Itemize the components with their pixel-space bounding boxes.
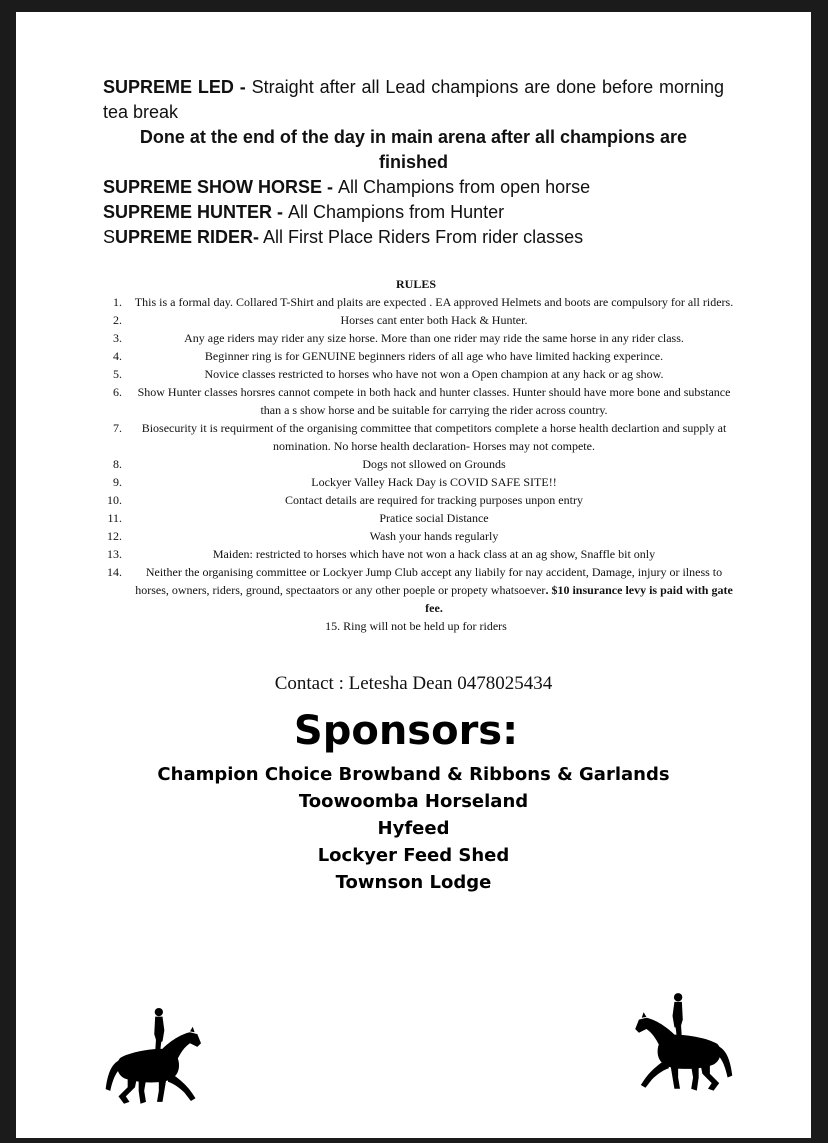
rule-text: Novice classes restricted to horses who have not won a Open champion at any hack or ag show. bbox=[204, 367, 664, 381]
supreme-hunter-text: All Champions from Hunter bbox=[288, 202, 505, 222]
rule-item bbox=[92, 383, 740, 419]
rule-number: 12. bbox=[107, 529, 122, 543]
document-page bbox=[16, 12, 811, 1138]
rules-title: RULES bbox=[395, 277, 436, 291]
rule-text: Dogs not sllowed on Grounds bbox=[362, 457, 506, 471]
rule-number: 10. bbox=[107, 493, 122, 507]
sponsor-item: Toowoomba Horseland bbox=[298, 791, 529, 812]
rule-item bbox=[92, 527, 740, 545]
rule-number: 8. bbox=[113, 457, 122, 471]
rule-text: Biosecurity it is requirment of the organising committee that competitors complete a horse health declartion and supply at nomination. No horse health declaration- Horses may not compete. bbox=[141, 421, 727, 453]
sponsor-item: Hyfeed bbox=[377, 818, 450, 839]
rule-text: Any age riders may rider any size horse. More than one rider may ride the same horse in any rider class. bbox=[184, 331, 684, 345]
rule-text: Contact details are required for tracking purposes unpon entry bbox=[285, 493, 583, 507]
rule-item bbox=[92, 491, 740, 509]
rule-text-main: Neither the organising committee or Lockyer Jump Club accept any liabily for nay accident, Damage, injury or ilness to horses, owners, riders, ground, spectaators or any other poeple or propety whatsoever bbox=[135, 565, 723, 597]
sponsor-item: Champion Choice Browband & Ribbons & Garlands bbox=[157, 764, 670, 785]
rule-text: This is a formal day. Collared T-Shirt and plaits are expected . EA approved Helmets and boots are compulsory for all riders. bbox=[134, 295, 734, 309]
dressage-horse-rider-silhouette-icon bbox=[624, 987, 736, 1099]
rule-text: Horses cant enter both Hack & Hunter. bbox=[340, 313, 528, 327]
supreme-hunter-line bbox=[103, 200, 724, 225]
rule-number: 13. bbox=[107, 547, 122, 561]
supreme-rider-line bbox=[103, 225, 724, 250]
supreme-show-horse-text: All Champions from open horse bbox=[338, 177, 591, 197]
rule-item bbox=[92, 365, 740, 383]
rule-number: 1. bbox=[113, 295, 122, 309]
rule-item bbox=[92, 347, 740, 365]
rule-item bbox=[92, 563, 740, 617]
rule-number: 2. bbox=[113, 313, 122, 327]
rule-number: 7. bbox=[113, 421, 122, 435]
supreme-rider-label-first: S bbox=[103, 227, 116, 247]
supreme-show-horse-line bbox=[103, 175, 724, 200]
rule-text: Show Hunter classes horsres cannot compete in both hack and hunter classes. Hunter should have more bone and substance than a s show horse and be suitable for carrying the rider across country. bbox=[137, 385, 731, 417]
rule-text: Beginner ring is for GENUINE beginners riders of all age who have limited hacking experince. bbox=[204, 349, 664, 363]
rule-number: 11. bbox=[107, 511, 122, 525]
rule-number: 9. bbox=[113, 475, 122, 489]
supreme-rider-label: UPREME RIDER- bbox=[115, 227, 260, 247]
supreme-hunter-label: SUPREME HUNTER - bbox=[103, 202, 289, 222]
supreme-awards bbox=[103, 75, 724, 250]
rule-item bbox=[92, 293, 740, 311]
supreme-led-label: SUPREME LED - bbox=[103, 77, 252, 97]
rule-number: 14. bbox=[107, 565, 122, 579]
sponsors-title: Sponsors: bbox=[293, 708, 519, 754]
rule-item bbox=[92, 311, 740, 329]
rule-text-insurance-levy: . $10 insurance levy is paid with gate fee. bbox=[425, 583, 733, 615]
sponsor-list bbox=[16, 761, 811, 896]
rule-text: Maiden: restricted to horses which have not won a hack class at an ag show, Snaffle bit only bbox=[212, 547, 656, 561]
sponsor-item: Lockyer Feed Shed bbox=[317, 845, 510, 866]
rules-section bbox=[92, 275, 740, 635]
rule-text: Pratice social Distance bbox=[379, 511, 489, 525]
rule-item bbox=[92, 455, 740, 473]
rule-item-last: 15. Ring will not be held up for riders bbox=[325, 619, 507, 633]
dressage-horse-rider-silhouette-icon bbox=[102, 1002, 212, 1112]
rule-text: Wash your hands regularly bbox=[369, 529, 499, 543]
rule-item bbox=[92, 509, 740, 527]
supreme-led-line bbox=[103, 75, 724, 125]
contact-line: Contact : Letesha Dean 0478025434 bbox=[274, 673, 553, 694]
rule-number: 5. bbox=[113, 367, 122, 381]
sponsor-item: Townson Lodge bbox=[335, 872, 492, 893]
rule-text: Lockyer Valley Hack Day is COVID SAFE SITE!! bbox=[311, 475, 557, 489]
rule-item bbox=[92, 329, 740, 347]
rule-item bbox=[92, 419, 740, 455]
supreme-led-text: Straight after all Lead champions are done before morning tea break bbox=[103, 77, 724, 122]
rule-item bbox=[92, 473, 740, 491]
rule-number: 3. bbox=[113, 331, 122, 345]
supreme-note: Done at the end of the day in main arena after all champions are finished bbox=[139, 127, 688, 172]
rule-text bbox=[128, 563, 740, 617]
rule-number: 4. bbox=[113, 349, 122, 363]
rule-item bbox=[92, 545, 740, 563]
supreme-rider-text: All First Place Riders From rider classes bbox=[259, 227, 584, 247]
supreme-show-horse-label: SUPREME SHOW HORSE - bbox=[103, 177, 339, 197]
rule-number: 6. bbox=[113, 385, 122, 399]
